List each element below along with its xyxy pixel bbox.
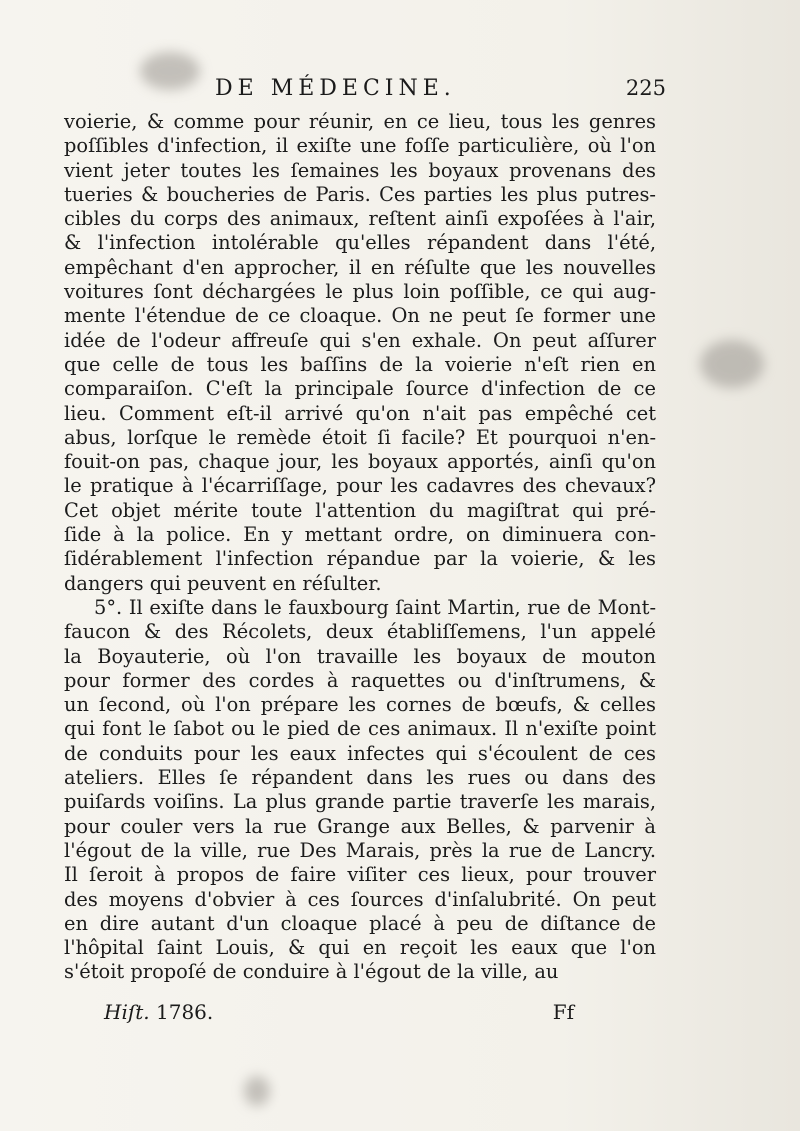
page-number: 225 <box>625 76 666 100</box>
running-title: DE MÉDECINE. <box>215 76 456 101</box>
text-line: qui font le ſabot ou le pied de ces animaux. Il n'exiſte point <box>64 717 656 741</box>
text-line: ſide à la police. En y mettant ordre, on diminuera con- <box>64 523 656 547</box>
page-footer <box>104 1000 574 1026</box>
text-line: l'hôpital ſaint Louis, & qui en reçoit les eaux que l'on <box>64 936 656 960</box>
text-line: lieu. Comment eſt-il arrivé qu'on n'ait pas empêché cet <box>64 401 656 425</box>
ink-stain <box>700 340 764 388</box>
text-line: abus, lorſque le remède étoit ſi facile? Et pourquoi n'en- <box>64 425 656 449</box>
signature-label: Hiſt. <box>104 1000 150 1024</box>
text-line: des moyens d'obvier à ces ſources d'inſalubrité. On peut <box>64 887 656 911</box>
text-line: idée de l'odeur affreuſe qui s'en exhale. On peut aſſurer <box>64 328 656 352</box>
text-line: le pratique à l'écarriſſage, pour les cadavres des chevaux? <box>64 474 656 498</box>
text-line: & l'infection intolérable qu'elles répandent dans l'été, <box>64 231 656 255</box>
text-line: vient jeter toutes les ſemaines les boyaux provenans des <box>64 158 656 182</box>
text-line: cibles du corps des animaux, reſtent ainſi expoſées à l'air, <box>64 207 656 231</box>
text-line: tueries & boucheries de Paris. Ces parties les plus putres- <box>64 182 656 206</box>
body-text <box>64 110 656 985</box>
gathering-mark: Ff <box>552 1000 574 1024</box>
text-line: la Boyauterie, où l'on travaille les boyaux de mouton <box>64 644 656 668</box>
text-line: puiſards voiſins. La plus grande partie traverſe les marais, <box>64 790 656 814</box>
text-line: faucon & des Récolets, deux établiſſemens, l'un appelé <box>64 620 656 644</box>
text-line: un ſecond, où l'on prépare les cornes de bœufs, & celles <box>64 693 656 717</box>
text-line: l'égout de la ville, rue Des Marais, près la rue de Lancry. <box>64 838 656 862</box>
text-line: s'étoit propoſé de conduire à l'égout de la ville, au <box>64 960 559 984</box>
text-line: que celle de tous les baſſins de la voierie n'eſt rien en <box>64 352 656 376</box>
text-line: poſſibles d'infection, il exiſte une foſſe particulière, où l'on <box>64 134 656 158</box>
text-line: voitures ſont déchargées le plus loin poſſible, ce qui aug- <box>64 280 656 304</box>
text-line: ſidérablement l'infection répandue par la voierie, & les <box>64 547 656 571</box>
page-header <box>60 74 666 106</box>
text-line: mente l'étendue de ce cloaque. On ne peut ſe former une <box>64 304 656 328</box>
signature-year: 1786. <box>156 1000 214 1024</box>
text-line: pour couler vers la rue Grange aux Belles, & parvenir à <box>64 814 656 838</box>
text-line: pour former des cordes à raquettes ou d'inſtrumens, & <box>64 668 656 692</box>
text-line: de conduits pour les eaux infectes qui s'écoulent de ces <box>64 741 656 765</box>
text-line: voierie, & comme pour réunir, en ce lieu, tous les genres <box>64 110 656 133</box>
text-line: Il ſeroit à propos de faire viſiter ces lieux, pour trouver <box>64 863 656 887</box>
text-line: 5°. Il exiſte dans le fauxbourg ſaint Martin, rue de Mont- <box>94 595 656 619</box>
text-line: fouit-on pas, chaque jour, les boyaux apportés, ainſi qu'on <box>64 450 656 474</box>
text-line: empêchant d'en approcher, il en réſulte que les nouvelles <box>64 255 656 279</box>
signature-mark <box>104 1000 213 1024</box>
text-line: ateliers. Elles ſe répandent dans les rues ou dans des <box>64 766 656 790</box>
text-line: dangers qui peuvent en réſulter. <box>64 571 382 595</box>
text-line: en dire autant d'un cloaque placé à peu de diſtance de <box>64 911 656 935</box>
text-line: comparaiſon. C'eſt la principale ſource d'infection de ce <box>64 377 656 401</box>
ink-stain <box>244 1076 270 1106</box>
text-line: Cet objet mérite toute l'attention du magiſtrat qui pré- <box>64 498 656 522</box>
